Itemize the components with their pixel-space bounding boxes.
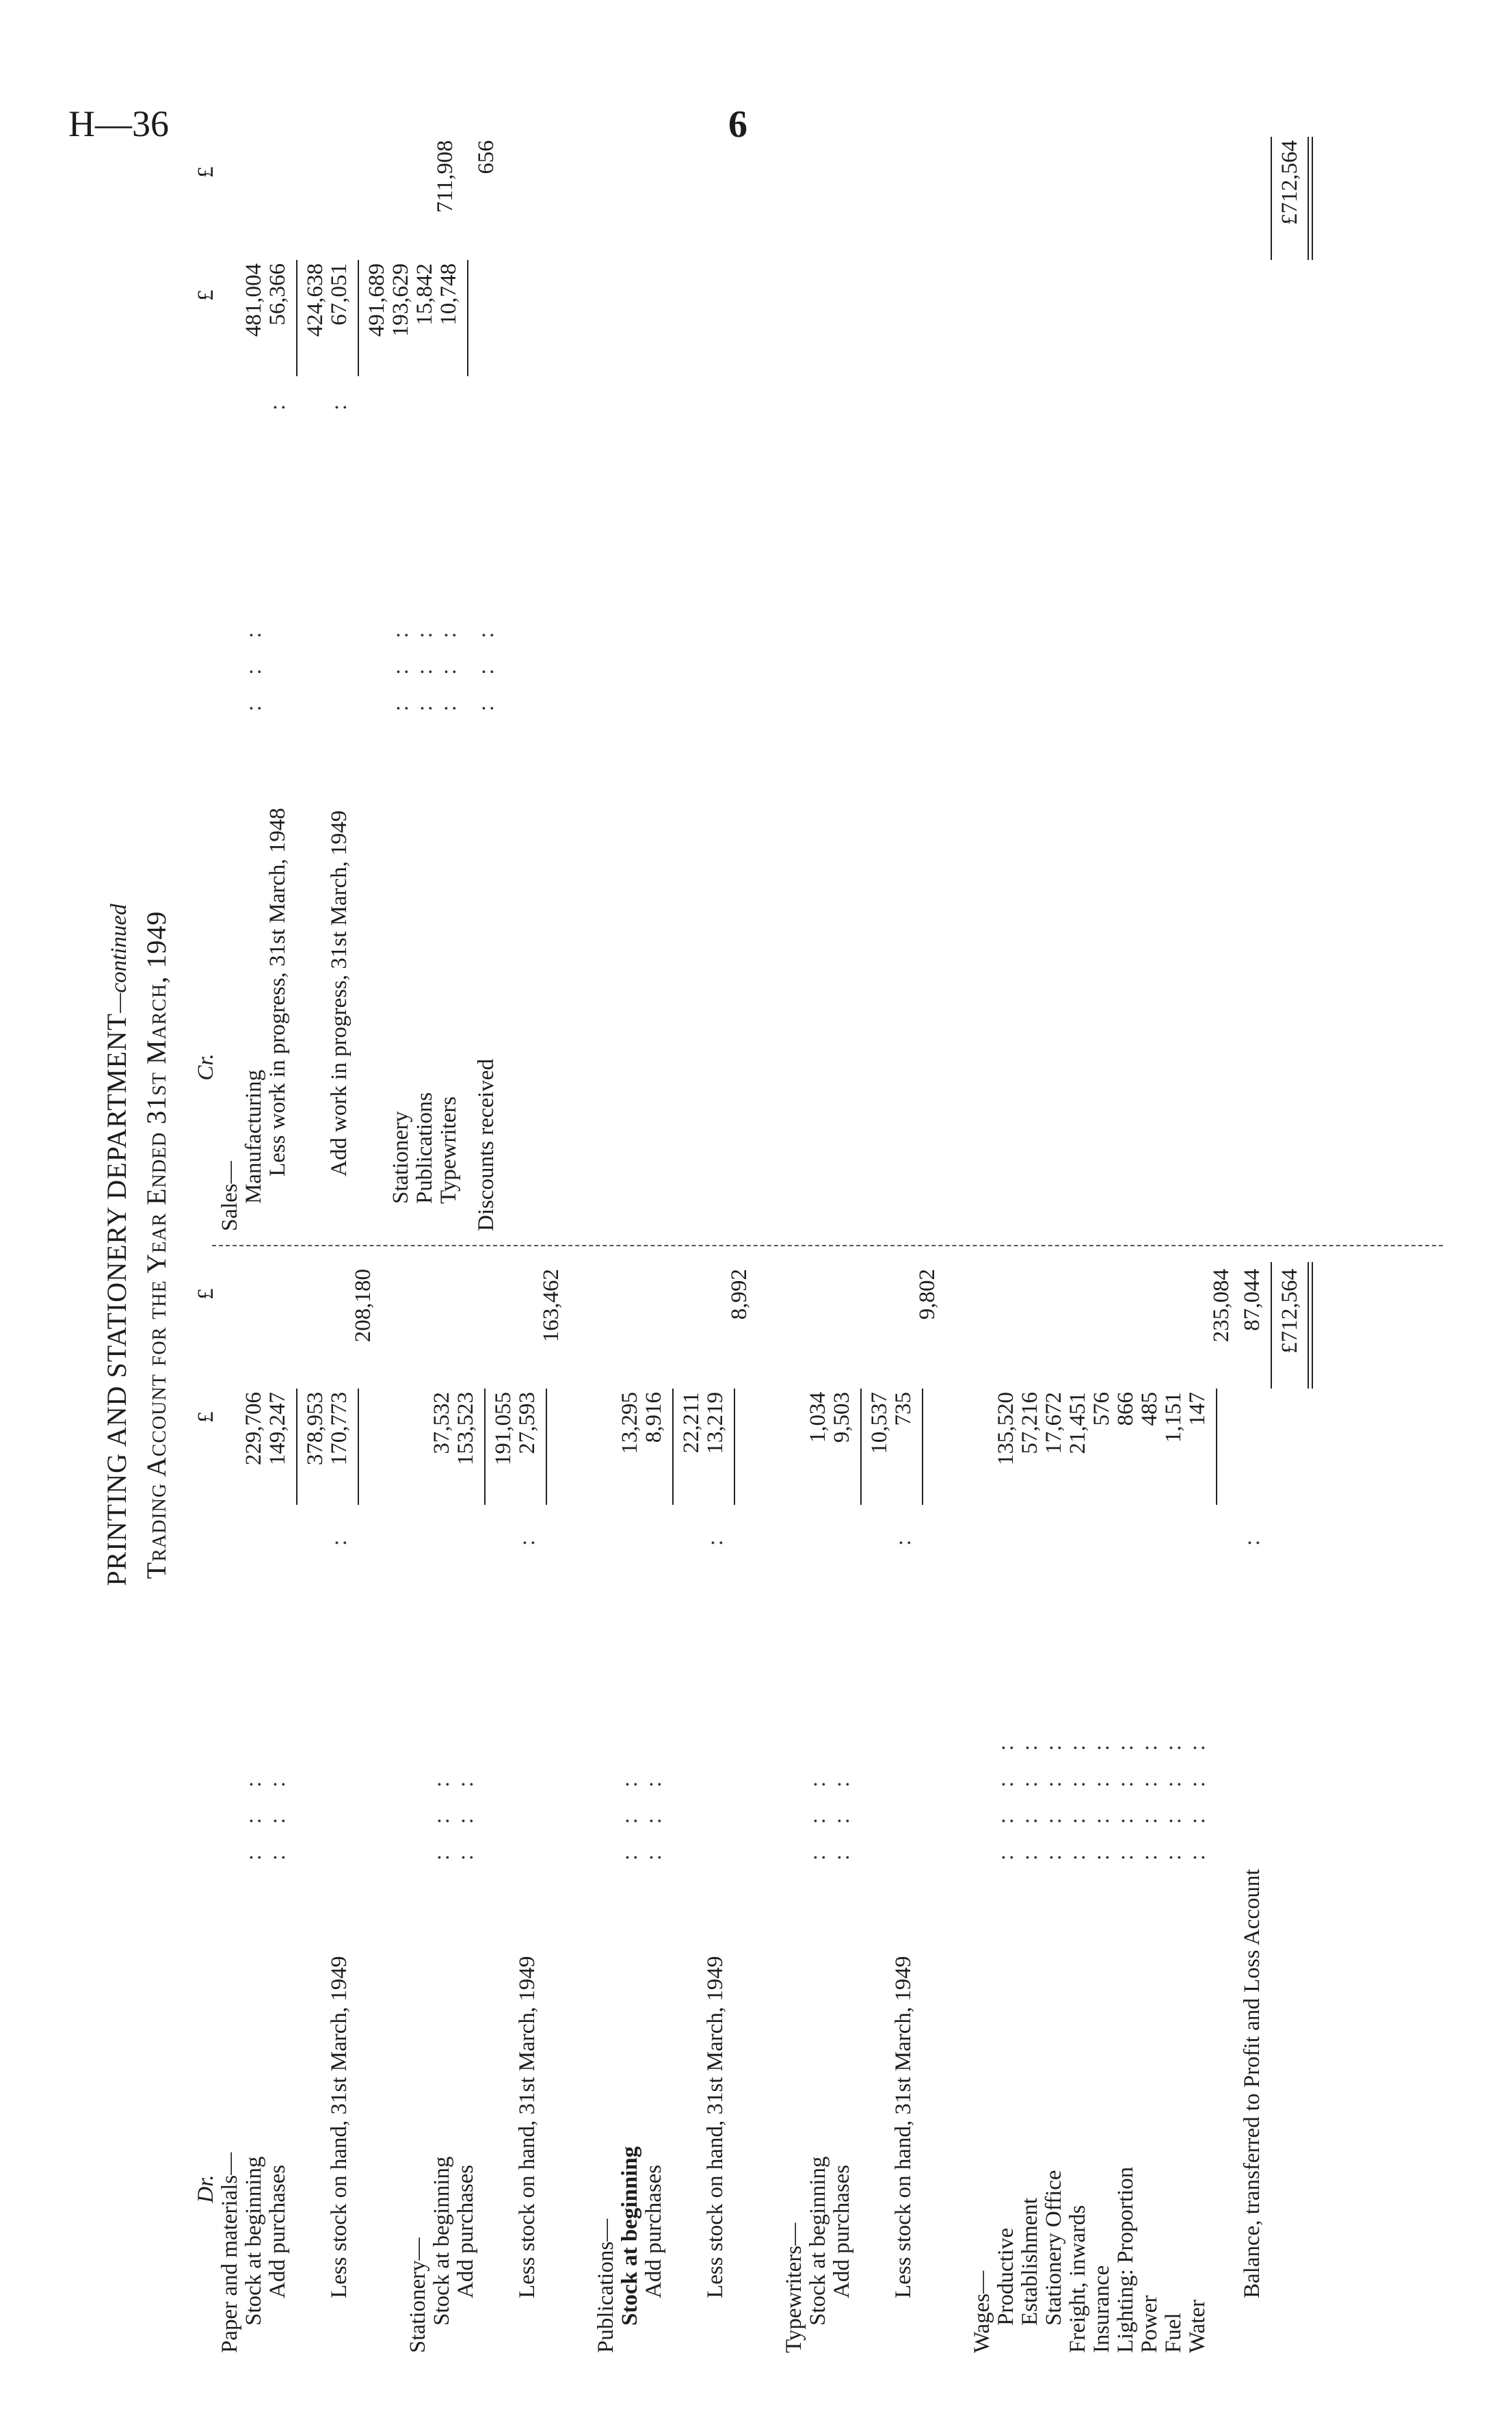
wages-amount: 866	[1113, 1392, 1138, 1426]
leader-dots: :	[1240, 1527, 1264, 1546]
amount: 1,034	[806, 1392, 830, 1443]
section-heading: Sales—	[217, 1161, 242, 1231]
row-label: Typewriters	[436, 1096, 461, 1204]
amount: 9,503	[830, 1392, 854, 1443]
amount: 153,523	[453, 1392, 478, 1466]
report-reference: H—36	[68, 103, 169, 144]
leader-dots: : : :	[806, 1768, 830, 1861]
leader-dots: :	[515, 1527, 540, 1546]
amount: 8,916	[641, 1392, 666, 1443]
amount: 13,219	[703, 1392, 728, 1454]
department-title: PRINTING AND STATIONERY DEPARTMENT—continued	[101, 904, 132, 1586]
amount: 481,004	[241, 263, 266, 337]
leader-dots: :	[265, 391, 290, 410]
leader-dots: : : : :	[1185, 1732, 1210, 1861]
wages-amount: 1,151	[1161, 1392, 1186, 1443]
wages-label: Freight, inwards	[1065, 2205, 1090, 2353]
wages-label: Water	[1185, 2300, 1210, 2353]
wages-amount: 576	[1089, 1392, 1114, 1426]
row-label: Stock at beginning	[429, 2156, 454, 2326]
leader-dots: : : :	[429, 1768, 454, 1861]
leader-dots: :	[327, 391, 352, 410]
sum-rule	[296, 260, 297, 376]
section-heading: Stationery—	[406, 2237, 430, 2353]
row-label: Add work in progress, 31st March, 1949	[327, 810, 352, 1177]
row-label: Stock at beginning	[241, 2156, 266, 2326]
sum-rule	[484, 1389, 486, 1505]
wages-amount: 135,520	[994, 1392, 1018, 1466]
row-label: Manufacturing	[241, 1069, 266, 1204]
leader-dots: : : : :	[1113, 1732, 1138, 1861]
amount: 10,748	[436, 263, 461, 326]
leader-dots: : : : :	[1161, 1732, 1186, 1861]
leader-dots: : : :	[641, 1768, 666, 1861]
leader-dots: : : : :	[1018, 1732, 1042, 1861]
row-label: Discounts received	[474, 1059, 499, 1231]
sum-rule	[672, 1389, 674, 1505]
sum-rule	[860, 1389, 862, 1505]
sum-rule	[546, 1389, 547, 1505]
sum-rule	[467, 260, 468, 376]
leader-dots: : : :	[241, 619, 266, 711]
amount-total: 208,180	[351, 1269, 375, 1343]
wages-label: Establishment	[1018, 2198, 1042, 2326]
wages-amount: 21,451	[1065, 1392, 1090, 1454]
section-heading: Publications—	[594, 2218, 618, 2353]
debit-heading: Dr.	[194, 2174, 218, 2203]
sum-rule	[358, 1389, 359, 1505]
leader-dots: :	[327, 1527, 352, 1546]
leader-dots: : : : :	[1065, 1732, 1090, 1861]
debit-grand-total: £712,564	[1277, 1269, 1302, 1354]
row-label: Stock at beginning	[806, 2156, 830, 2326]
leader-dots: : : :	[412, 619, 437, 711]
balance-amount: 87,044	[1240, 1269, 1264, 1331]
wages-label: Lighting: Proportion	[1113, 2166, 1138, 2353]
amount: 735	[891, 1392, 916, 1426]
amount: 27,593	[515, 1392, 540, 1454]
amount: 378,953	[303, 1392, 328, 1466]
wages-label: Power	[1137, 2295, 1162, 2353]
leader-dots: : : :	[618, 1768, 642, 1861]
total-rule	[1271, 1262, 1272, 1389]
row-label: Stock at beginning	[618, 2146, 642, 2326]
sum-rule	[922, 1389, 923, 1505]
amount: 656	[474, 140, 499, 174]
cr-column-pound: £	[194, 289, 218, 301]
row-label: Less stock on hand, 31st March, 1949	[703, 1956, 728, 2298]
amount-total: 9,802	[915, 1269, 940, 1320]
dr-column-pound: £	[194, 1411, 218, 1423]
amount: 491,689	[364, 263, 389, 337]
leader-dots: : : :	[265, 1768, 290, 1861]
page-number: 6	[728, 103, 747, 146]
row-label: Less stock on hand, 31st March, 1949	[515, 1956, 540, 2298]
wages-label: Stationery Office	[1042, 2170, 1066, 2326]
amount: 229,706	[241, 1392, 266, 1466]
section-heading: Paper and materials—	[217, 2152, 242, 2353]
amount: 37,532	[429, 1392, 454, 1454]
leader-dots: : : :	[436, 619, 461, 711]
amount: 10,537	[867, 1392, 892, 1454]
row-label: Less stock on hand, 31st March, 1949	[891, 1956, 916, 2298]
row-label: Less work in progress, 31st March, 1948	[265, 808, 290, 1177]
wages-amount: 17,672	[1042, 1392, 1066, 1454]
wages-label: Insurance	[1089, 2265, 1114, 2353]
amount-total: 163,462	[539, 1269, 563, 1343]
double-rule	[1308, 1262, 1313, 1389]
continued-note: —continued	[107, 904, 131, 1013]
credit-grand-total: £712,564	[1277, 140, 1302, 225]
sum-rule	[1216, 1389, 1217, 1505]
section-heading: Typewriters—	[782, 2222, 806, 2353]
leader-dots: : : :	[388, 619, 413, 711]
wages-amount: 57,216	[1018, 1392, 1042, 1454]
trading-account-table	[103, 137, 1450, 2353]
row-label: Publications	[412, 1092, 437, 1204]
row-label: Less stock on hand, 31st March, 1949	[327, 1956, 352, 2298]
amount: 15,842	[412, 263, 437, 326]
double-rule	[1308, 137, 1313, 260]
wages-label: Fuel	[1161, 2313, 1186, 2353]
leader-dots: : : : :	[1137, 1732, 1162, 1861]
cr-column-pound: £	[194, 166, 218, 178]
leader-dots: : : :	[474, 619, 499, 711]
dr-column-pound: £	[194, 1288, 218, 1300]
wages-amount: 147	[1185, 1392, 1210, 1426]
leader-dots: :	[703, 1527, 728, 1546]
amount: 191,055	[491, 1392, 516, 1466]
total-rule	[1271, 137, 1272, 260]
leader-dots: : : :	[241, 1768, 266, 1861]
sum-rule	[734, 1389, 735, 1505]
amount: 424,638	[303, 263, 328, 337]
leader-dots: : : : :	[1089, 1732, 1114, 1861]
leader-dots: : : : :	[1042, 1732, 1066, 1861]
amount: 13,295	[618, 1392, 642, 1454]
section-heading: Wages—	[970, 2270, 994, 2353]
row-label: Stationery	[388, 1111, 413, 1204]
leader-dots: : : :	[830, 1768, 854, 1861]
wages-label: Productive	[994, 2228, 1018, 2326]
amount: 56,366	[265, 263, 290, 326]
column-divider	[212, 1245, 1443, 1246]
balance-label: Balance, transferred to Profit and Loss Account	[1240, 1869, 1264, 2298]
row-label: Add purchases	[830, 2164, 854, 2298]
sum-rule	[296, 1389, 297, 1505]
account-title: Trading Account for the Year Ended 31st March, 1949	[141, 910, 172, 1579]
row-label: Add purchases	[641, 2164, 666, 2298]
amount: 22,211	[679, 1392, 704, 1454]
credit-heading: Cr.	[194, 1053, 218, 1081]
amount: 67,051	[327, 263, 352, 326]
wages-total: 235,084	[1209, 1269, 1234, 1343]
row-label: Add purchases	[453, 2164, 478, 2298]
amount: 170,773	[327, 1392, 352, 1466]
leader-dots: : : :	[453, 1768, 478, 1861]
amount: 193,629	[388, 263, 413, 337]
sum-rule	[358, 260, 359, 376]
leader-dots: : : : :	[994, 1732, 1018, 1861]
sales-total: 711,908	[433, 140, 457, 213]
amount-total: 8,992	[727, 1269, 752, 1320]
leader-dots: :	[891, 1527, 916, 1546]
amount: 149,247	[265, 1392, 290, 1466]
wages-amount: 485	[1137, 1392, 1162, 1426]
row-label: Add purchases	[265, 2164, 290, 2298]
